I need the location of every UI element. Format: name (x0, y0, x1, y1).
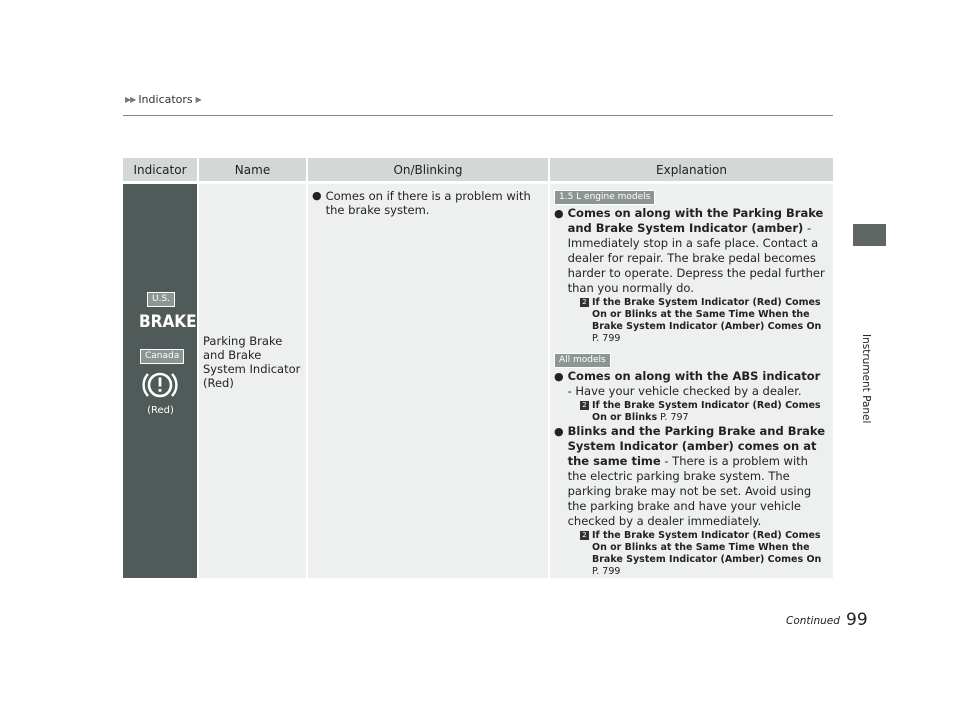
on-blinking-item (308, 184, 548, 217)
column-header-indicator: Indicator (123, 158, 198, 183)
column-header-explanation: Explanation (549, 158, 833, 183)
bullet-icon: ● (554, 425, 564, 438)
breadcrumb (125, 93, 201, 106)
reference-arrow-icon: 2 (580, 298, 589, 307)
item-heading: Comes on along with the ABS indicator (567, 369, 821, 383)
color-label: (Red) (147, 405, 174, 416)
table-row (123, 183, 833, 579)
reference-arrow-icon: 2 (580, 401, 589, 410)
reference-arrow-icon: 2 (580, 531, 589, 540)
item-heading: Blinks and the Parking Brake and Brake System Indicator (amber) comes on at the same time (567, 424, 826, 468)
name-cell (198, 183, 307, 579)
bullet-icon: ● (554, 370, 564, 383)
reference-page: P. 799 (592, 566, 621, 577)
region-tag-canada: Canada (140, 349, 184, 364)
bullet-icon: ● (554, 207, 564, 220)
brake-warning-icon (142, 368, 178, 402)
triangle-icon: ▶▶ (125, 95, 136, 104)
item-heading: Comes on along with the Parking Brake and Brake System Indicator (amber) (567, 206, 824, 235)
reference-title: If the Brake System Indicator (Red) Comes On or Blinks at the Same Time When the Brake System Indicator (Amber) Comes On (592, 297, 822, 332)
chapter-tab (853, 224, 886, 246)
breadcrumb-section[interactable]: Indicators (138, 93, 193, 106)
explanation-cell (549, 183, 833, 579)
column-header-on-blinking: On/Blinking (307, 158, 549, 183)
column-header-name: Name (198, 158, 307, 183)
region-tag-us: U.S. (147, 292, 175, 307)
model-tag-all: All models (554, 353, 611, 368)
reference-page: P. 799 (592, 333, 621, 344)
cross-reference-link[interactable] (580, 297, 827, 345)
item-text: - Have your vehicle checked by a dealer. (567, 384, 802, 398)
header-divider (123, 115, 833, 116)
on-blinking-text: Comes on if there is a problem with the brake system. (325, 189, 531, 217)
cross-reference-link[interactable] (580, 400, 827, 424)
bullet-icon: ● (312, 189, 322, 202)
reference-title: If the Brake System Indicator (Red) Comes On or Blinks (592, 400, 821, 423)
cross-reference-link[interactable] (580, 530, 827, 578)
chapter-label: Instrument Panel (860, 334, 872, 424)
reference-page: P. 797 (657, 412, 689, 423)
indicator-name: Parking Brake and Brake System Indicator (Red) (203, 334, 301, 390)
page-number: 99 (846, 610, 868, 630)
model-tag-1-5l: 1.5 L engine models (554, 190, 655, 205)
item-text: - There is a problem with the electric parking brake system. The parking brake may not be set. Avoid using the parking brake and have your vehicle checked by a dealer immediately. (567, 454, 812, 528)
list-item (554, 369, 827, 399)
triangle-icon: ▶ (195, 95, 201, 104)
on-blinking-cell (307, 183, 549, 579)
continued-label: Continued (786, 615, 840, 627)
list-item (554, 424, 827, 529)
item-text: - Immediately stop in a safe place. Contact a dealer for repair. The brake pedal becomes harder to operate. Depress the pedal further than you normally do. (567, 221, 825, 295)
brake-word-icon: BRAKE (139, 312, 197, 332)
indicator-table (123, 158, 833, 578)
reference-title: If the Brake System Indicator (Red) Comes On or Blinks at the Same Time When the Brake System Indicator (Amber) Comes On (592, 530, 822, 565)
list-item (554, 206, 827, 296)
indicator-cell (123, 183, 198, 579)
